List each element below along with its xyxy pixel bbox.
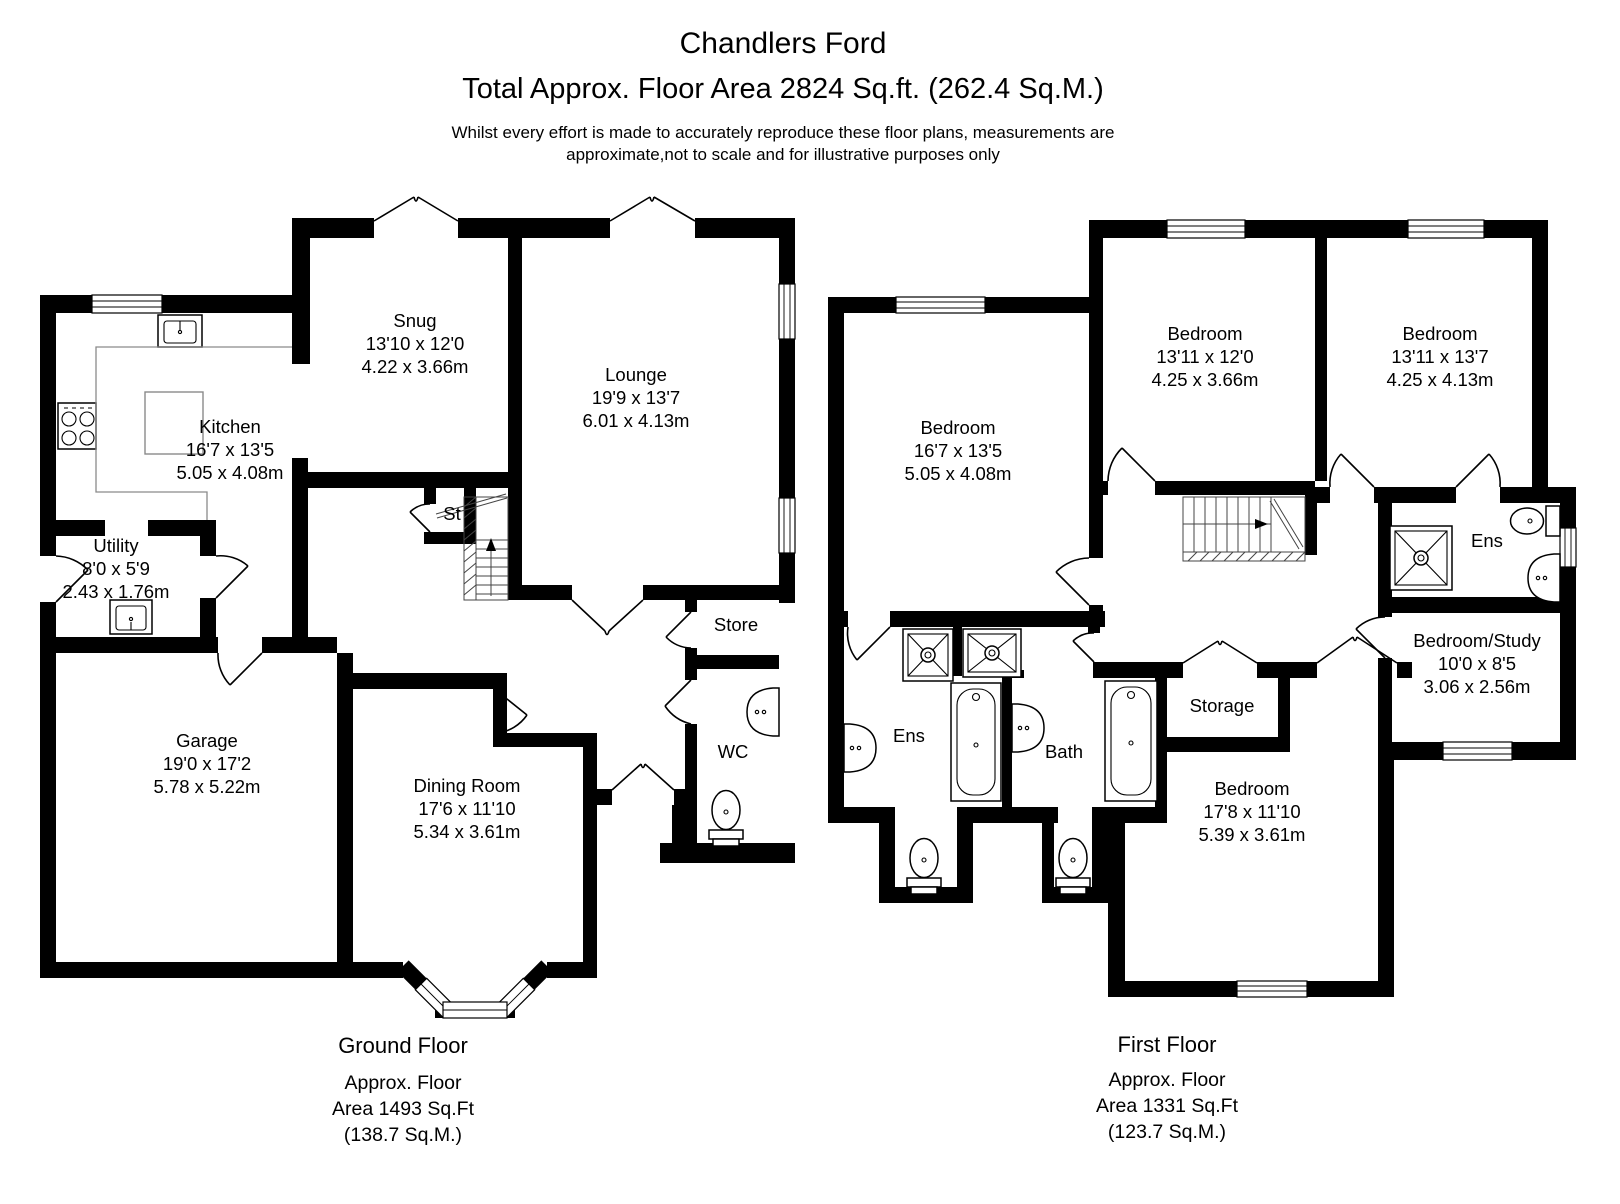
dining-bay-window — [403, 966, 547, 1018]
bath-door — [1073, 633, 1094, 662]
kitchen-sink-icon — [158, 315, 202, 347]
header — [452, 27, 1115, 164]
store-door — [666, 612, 691, 648]
first-floor-footer — [1096, 1032, 1239, 1143]
lounge-window-upper — [779, 284, 795, 339]
disclaimer-line1: Whilst every effort is made to accurately reproduce these floor plans, measurements are — [451, 123, 1115, 142]
bedroom3-window — [1408, 220, 1484, 238]
study-window — [1443, 742, 1512, 760]
hob-icon — [58, 403, 96, 449]
ens1-bath-icon — [951, 683, 1001, 801]
disclaimer-line2: approximate,not to scale and for illustrative purposes only — [566, 145, 1000, 164]
lounge-window-lower — [779, 498, 795, 553]
first-floor-stairs — [1183, 497, 1305, 561]
room-label-ens2: Ens — [1471, 530, 1503, 551]
room-label-bedroom-study: Bedroom/Study 10'0 x 8'5 3.06 x 2.56m — [1413, 630, 1541, 697]
page-subtitle: Total Approx. Floor Area 2824 Sq.ft. (262.4 Sq.M.) — [462, 73, 1104, 105]
page-title: Chandlers Ford — [679, 27, 887, 60]
ens2-shower-icon — [1390, 526, 1452, 590]
utility-kitchen-door — [216, 556, 248, 598]
ground-floor-labels — [63, 310, 759, 842]
bath-bath-icon — [1105, 681, 1157, 801]
room-label-kitchen: Kitchen 16'7 x 13'5 5.05 x 4.08m — [176, 416, 284, 483]
kitchen-window — [92, 295, 162, 313]
ground-floor-doors — [56, 197, 695, 790]
lounge-patio-doors — [610, 197, 695, 221]
room-label-ens1: Ens — [893, 725, 925, 746]
room-label-bath: Bath — [1044, 741, 1084, 762]
snug-patio-doors — [374, 197, 458, 221]
room-label-bedroom1: Bedroom 16'7 x 13'5 5.05 x 4.08m — [904, 417, 1012, 484]
ens2-door — [1456, 454, 1500, 487]
room-label-st: St — [443, 503, 461, 524]
st-cupboard-door — [410, 504, 430, 532]
bedroom2-window — [1167, 220, 1245, 238]
ground-floor-plan — [40, 197, 795, 1146]
room-label-bedroom3: Bedroom 13'11 x 13'7 4.25 x 4.13m — [1386, 323, 1494, 390]
ground-floor-footer — [332, 1033, 475, 1146]
bedroom1-door — [1056, 558, 1089, 605]
room-label-snug: Snug 13'10 x 12'0 4.22 x 3.66m — [361, 310, 469, 377]
room-label-dining: Dining Room 17'6 x 11'10 5.34 x 3.61m — [413, 775, 521, 842]
wc-door — [665, 680, 691, 724]
ens2-toilet-icon — [1511, 506, 1561, 536]
room-label-bedroom4: Bedroom 17'8 x 11'10 5.39 x 3.61m — [1198, 778, 1306, 845]
bath-toilet-icon — [1056, 839, 1090, 895]
room-label-lounge: Lounge 19'9 x 13'7 6.01 x 4.13m — [582, 364, 690, 431]
stairs-direction-arrow — [1255, 519, 1268, 529]
bath-basin-icon — [1012, 704, 1044, 752]
ens1-door — [848, 627, 890, 660]
room-label-wc: WC — [717, 741, 749, 762]
ens1-basin-icon — [844, 724, 876, 772]
bedroom2-door — [1108, 448, 1155, 481]
room-label-bedroom2: Bedroom 13'11 x 12'0 4.25 x 3.66m — [1151, 323, 1259, 390]
utility-sink-icon — [110, 600, 152, 634]
bath-shower-icon — [963, 629, 1021, 677]
room-label-utility: Utility 8'0 x 5'9 2.43 x 1.76m — [62, 535, 170, 602]
lounge-hall-doors — [572, 600, 643, 635]
storage-doors — [1183, 641, 1257, 663]
ens1-shower-icon — [903, 629, 953, 681]
room-label-garage: Garage 19'0 x 17'2 5.78 x 5.22m — [153, 730, 261, 797]
ground-floor-title: Ground Floor — [338, 1033, 468, 1058]
bedroom1-window — [896, 297, 985, 313]
wc-basin-icon — [747, 688, 779, 736]
room-label-storage: Storage — [1189, 695, 1255, 716]
bedroom4-window — [1237, 981, 1307, 997]
first-floor-area: Approx. Floor Area 1331 Sq.Ft (123.7 Sq.M.) — [1095, 1069, 1239, 1143]
garage-door — [218, 653, 262, 685]
ground-floor-area: Approx. Floor Area 1493 Sq.Ft (138.7 Sq.M.) — [331, 1072, 475, 1146]
wc-toilet-icon — [709, 791, 743, 847]
ens2-basin-icon — [1528, 554, 1560, 602]
bedroom3-door — [1330, 454, 1374, 487]
first-floor-plan — [828, 220, 1576, 1143]
ens1-toilet-icon — [907, 839, 941, 895]
entrance-doors — [612, 764, 674, 790]
first-floor-title: First Floor — [1117, 1032, 1217, 1057]
ens2-window — [1560, 528, 1576, 567]
room-label-store: Store — [713, 614, 759, 635]
